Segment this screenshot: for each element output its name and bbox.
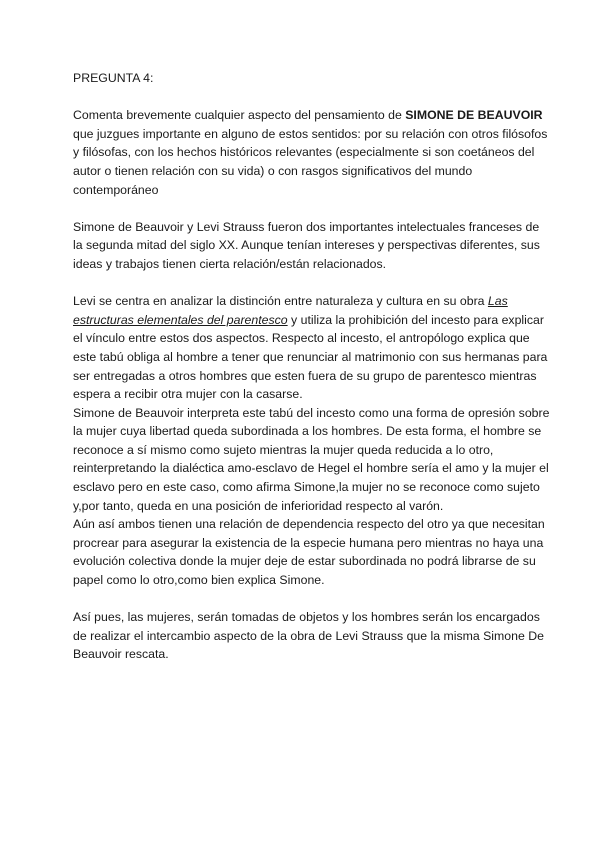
intro-paragraph: Simone de Beauvoir y Levi Strauss fueron dos importantes intelectuales franceses de la segunda mitad del siglo XX. Aunque tenían intereses y perspectivas diferentes, sus ideas y trabajos tienen cierta relación/están relacionados. xyxy=(73,219,540,271)
simone-paragraph: Simone de Beauvoir interpreta este tabú del incesto como una forma de opresión sobre la mujer cuya libertad queda subordinada a los hombres. De esta forma, el hombre se reconoce a sí mismo como sujeto mientras la mujer queda reducida a lo otro, reinterpretando la dialéctica amo-esclavo de Hegel el hombre sería el amo y la mujer el esclavo pero en este caso, como afirma Simone,la mujer no se reconoce como sujeto y,por tanto, queda en una posición de inferioridad respecto al varón. xyxy=(73,405,550,513)
prompt-text-after: que juzgues importante en alguno de estos sentidos: por su relación con otros filósofos y filósofas, con los hechos históricos relevantes (especialmente si son coetáneos del autor o tienen relación con su vida) o con rasgos significativos del mundo contemporáneo xyxy=(73,126,548,197)
levi-text-after: y utiliza la prohibición del incesto para explicar el vínculo entre estos dos aspectos. Respecto al incesto, el antropólogo explica que este tabú obliga al hombre a tener que renunciar al matrimonio con sus hermanas para ser entregadas a otros hombres que esten fuera de su grupo de parentesco mientras espera a recibir otra mujer con la casarse. xyxy=(73,312,548,402)
conclusion-paragraph: Así pues, las mujeres, serán tomadas de objetos y los hombres serán los encargados de realizar el intercambio aspecto de la obra de Levi Strauss que la misma Simone De Beauvoir rescata. xyxy=(73,610,544,662)
levi-paragraph xyxy=(73,292,550,404)
prompt-author-name: SIMONE DE BEAUVOIR xyxy=(405,108,543,123)
dependency-paragraph: Aún así ambos tienen una relación de dependencia respecto del otro ya que necesitan procrear para asegurar la existencia de la especie humana pero mientras no haya una evolución colectiva donde la mujer deje de estar subordinada no podrá librarse de su papel como lo otro,como bien explica Simone. xyxy=(73,517,545,588)
question-heading: PREGUNTA 4: xyxy=(73,71,154,85)
question-prompt xyxy=(73,106,550,199)
body-section xyxy=(73,292,550,590)
levi-text-before: Levi se centra en analizar la distinción entre naturaleza y cultura en su obra xyxy=(73,294,488,309)
book-title: Las estructuras elementales del parentesco xyxy=(73,294,508,327)
prompt-text-before: Comenta brevemente cualquier aspecto del pensamiento de xyxy=(73,108,406,123)
